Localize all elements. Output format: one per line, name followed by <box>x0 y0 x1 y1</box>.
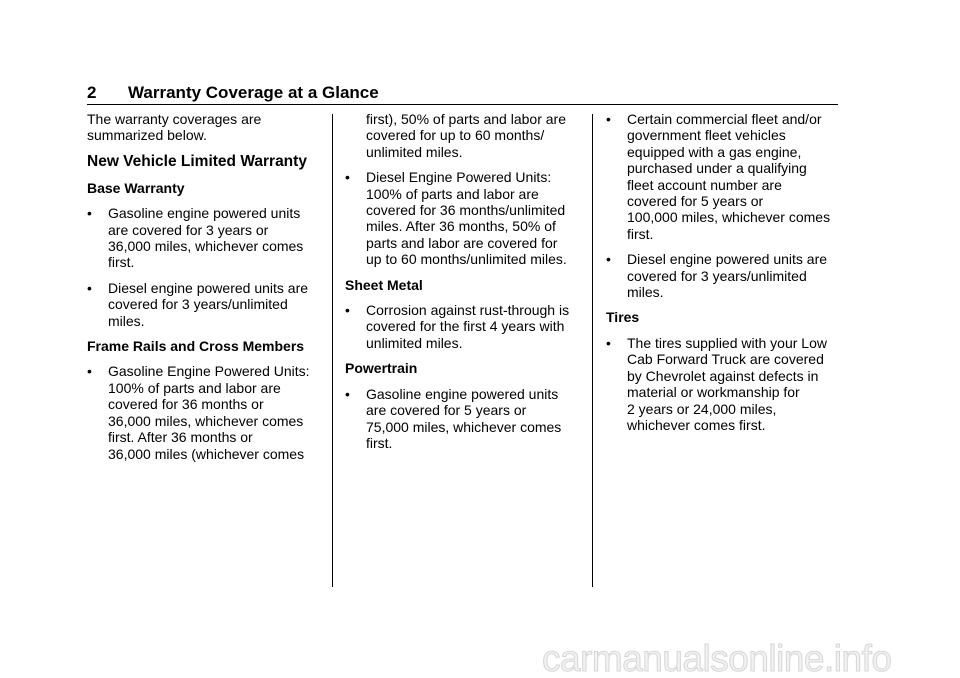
bullet-item <box>87 363 319 461</box>
text-line: 100% of parts and labor are <box>366 185 539 202</box>
bullet-icon: • <box>87 363 92 380</box>
text-line: miles. <box>627 284 664 301</box>
text-line: first), 50% of parts and labor are <box>366 111 566 127</box>
bullet-icon: • <box>87 279 92 296</box>
text-line: first. <box>627 225 654 242</box>
text-line: Corrosion against rust-through is <box>366 302 570 319</box>
text-line: parts and labor are covered for <box>366 234 558 251</box>
text-line: 100,000 miles, whichever comes <box>627 209 831 226</box>
column-3 <box>606 111 838 442</box>
text-line: 36,000 miles, whichever comes <box>108 238 304 255</box>
text-line: covered for 3 years/unlimited <box>108 296 288 313</box>
text-line: material or workmanship for <box>627 384 800 401</box>
subheading-base-warranty: Base Warranty <box>87 179 185 196</box>
text-line: summarized below. <box>87 127 207 144</box>
bullet-item <box>87 280 319 329</box>
text-line: covered for 36 months/unlimited <box>366 202 566 219</box>
watermark-text: carmanualsonline.info <box>542 638 892 678</box>
subheading-tires: Tires <box>606 309 640 326</box>
text-line: unlimited miles. <box>366 143 463 160</box>
subheading-frame-rails: Frame Rails and Cross Members <box>87 338 305 355</box>
text-line: 75,000 miles, whichever comes <box>366 418 562 435</box>
text-line: The tires supplied with your Low <box>627 334 827 351</box>
text-line: fleet account number are <box>627 176 782 193</box>
bullet-icon: • <box>606 251 611 268</box>
text-line: by Chevrolet against defects in <box>627 367 819 384</box>
text-line: 2 years or 24,000 miles, <box>627 400 777 417</box>
bullet-icon: • <box>606 334 611 351</box>
text-line: The warranty coverages are <box>87 111 262 127</box>
text-line: up to 60 months/unlimited miles. <box>366 251 567 268</box>
text-line: covered for 3 years/unlimited <box>627 267 807 284</box>
text-line: equipped with a gas engine, <box>627 143 802 160</box>
text-line: purchased under a qualifying <box>627 160 807 177</box>
page-header <box>87 84 838 102</box>
text-line: covered for the first 4 years with <box>366 318 565 335</box>
text-line: Certain commercial fleet and/or <box>627 111 822 127</box>
text-line: covered for 36 months or <box>108 396 264 413</box>
bullet-icon: • <box>345 302 350 319</box>
bullet-icon: • <box>345 169 350 186</box>
text-line: first. <box>108 254 135 271</box>
text-line: first. <box>366 434 393 451</box>
text-line: Gasoline engine powered units <box>366 385 559 402</box>
bullet-item <box>345 169 581 267</box>
text-line: covered for up to 60 months/ <box>366 127 545 144</box>
text-line: Diesel engine powered units are <box>627 251 828 268</box>
text-line: 36,000 miles (whichever comes <box>108 445 305 462</box>
column-divider <box>332 114 333 587</box>
text-line: 100% of parts and labor are <box>108 379 281 396</box>
text-line: government fleet vehicles <box>627 127 786 144</box>
text-line: Diesel Engine Powered Units: <box>366 169 552 186</box>
text-line: are covered for 5 years or <box>366 402 527 419</box>
column-1 <box>87 111 319 471</box>
column-2 <box>345 111 581 460</box>
bullet-icon: • <box>345 385 350 402</box>
text-line: covered for 5 years or <box>627 193 764 210</box>
page-number: 2 <box>87 83 97 102</box>
text-line: miles. After 36 months, 50% of <box>366 218 556 235</box>
bullet-item <box>606 111 838 242</box>
page-title: Warranty Coverage at a Glance <box>128 83 379 102</box>
column-divider <box>592 114 593 587</box>
text-line: Cab Forward Truck are covered <box>627 351 824 368</box>
bullet-item <box>87 205 319 271</box>
header-rule <box>87 104 838 105</box>
subheading-powertrain: Powertrain <box>345 360 418 377</box>
bullet-icon: • <box>87 205 92 222</box>
bullet-item <box>345 386 581 452</box>
text-line: whichever comes first. <box>627 416 766 433</box>
bullet-icon: • <box>606 111 611 127</box>
section-title: New Vehicle Limited Warranty <box>87 152 307 170</box>
intro-paragraph <box>87 111 319 144</box>
text-line: first. After 36 months or <box>108 429 253 446</box>
text-line: 36,000 miles, whichever comes <box>108 412 304 429</box>
subheading-sheet-metal: Sheet Metal <box>345 276 423 293</box>
bullet-continuation <box>345 111 581 160</box>
bullet-item <box>345 302 581 351</box>
bullet-item <box>606 335 838 433</box>
text-line: Gasoline Engine Powered Units: <box>108 363 310 380</box>
text-line: miles. <box>108 312 145 329</box>
text-line: Diesel engine powered units are <box>108 279 309 296</box>
text-line: Gasoline engine powered units <box>108 205 301 222</box>
text-line: are covered for 3 years or <box>108 221 269 238</box>
text-line: unlimited miles. <box>366 334 463 351</box>
bullet-item <box>606 251 838 300</box>
